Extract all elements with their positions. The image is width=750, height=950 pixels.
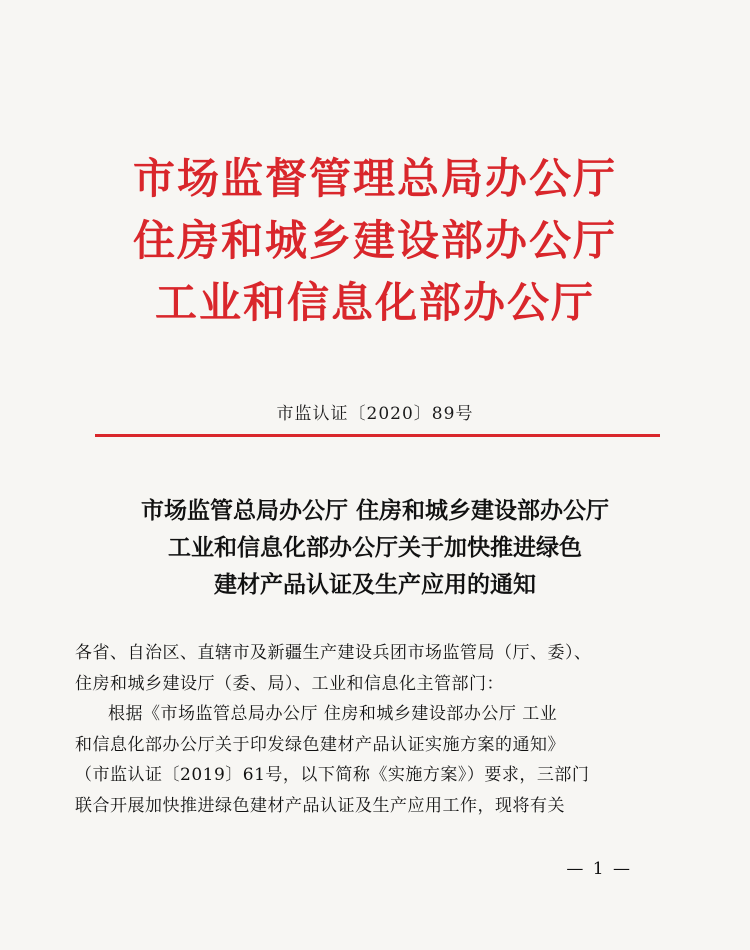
issuer-line-2: 住房和城乡建设部办公厅 (132, 216, 617, 265)
document-body (75, 638, 685, 821)
title-line-2: 工业和信息化部办公厅关于加快推进绿色 (168, 535, 582, 561)
page-number: — 1 — (566, 859, 632, 879)
title-line-1: 市场监管总局办公厅 住房和城乡建设部办公厅 (140, 498, 609, 524)
salutation-line-2: 住房和城乡建设厅（委、局）、工业和信息化主管部门： (75, 673, 504, 694)
red-divider-line (95, 434, 660, 437)
issuer-line-3: 工业和信息化部办公厅 (154, 278, 595, 327)
issuer-header (0, 148, 750, 334)
paragraph-line-2: 和信息化部办公厅关于印发绿色建材产品认证实施方案的通知》 (75, 734, 565, 755)
paragraph-line-1: 根据《市场监管总局办公厅 住房和城乡建设部办公厅 工业 (108, 704, 558, 724)
issuer-line-1: 市场监督管理总局办公厅 (132, 154, 617, 203)
paragraph-line-3: （市监认证〔2019〕61号，以下简称《实施方案》）要求，三部门 (75, 765, 590, 785)
document-number: 市监认证〔2020〕89号 (276, 404, 474, 424)
paragraph-line-4: 联合开展加快推进绿色建材产品认证及生产应用工作，现将有关 (75, 795, 565, 816)
document-title (0, 493, 750, 604)
title-line-3: 建材产品认证及生产应用的通知 (214, 572, 536, 598)
salutation-line-1: 各省、自治区、直辖市及新疆生产建设兵团市场监管局（厅、委）、 (75, 643, 592, 663)
